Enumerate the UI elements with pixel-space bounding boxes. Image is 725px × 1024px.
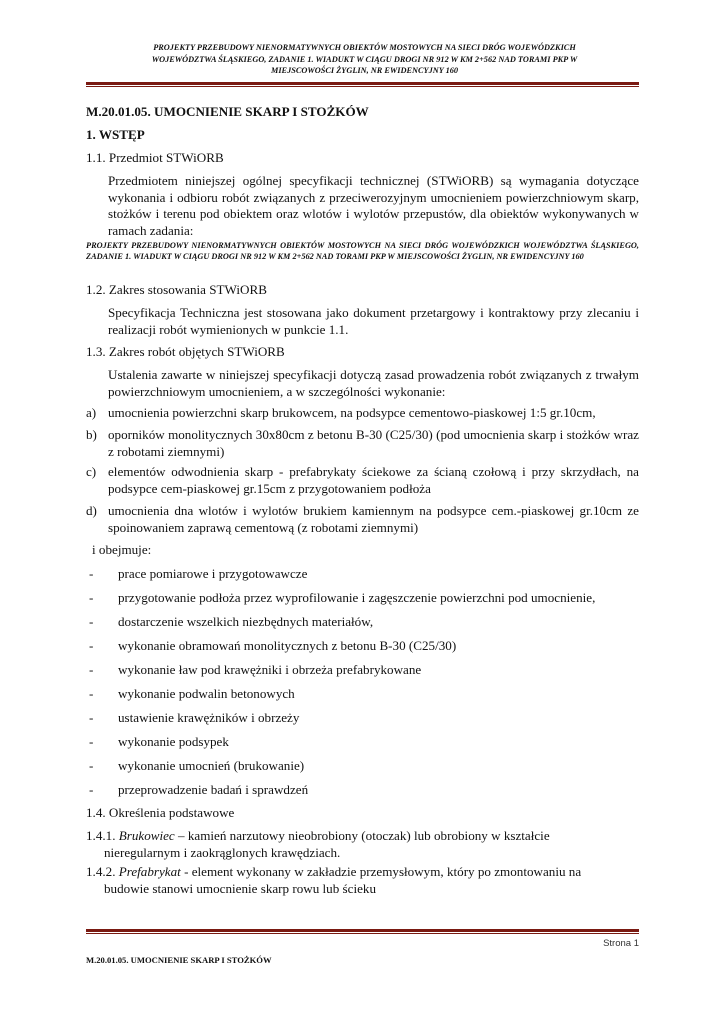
section-1-2-heading: 1.2. Zakres stosowania STWiORB bbox=[86, 282, 267, 297]
dash-item-text: ustawienie krawężników i obrzeży bbox=[118, 710, 300, 725]
dash-item bbox=[86, 662, 639, 679]
dash-item-text: dostarczenie wszelkich niezbędnych materiałów, bbox=[118, 614, 374, 629]
section-1-1-heading: 1.1. Przedmiot STWiORB bbox=[86, 150, 224, 165]
dash-item bbox=[86, 566, 639, 583]
definition-number: 1.4.2. bbox=[86, 864, 116, 879]
header-divider bbox=[86, 82, 639, 85]
dash-marker: - bbox=[89, 734, 94, 749]
page-number: Strona 1 bbox=[603, 938, 639, 949]
list-marker: b) bbox=[86, 427, 97, 442]
dash-marker: - bbox=[89, 758, 94, 773]
footer-title: M.20.01.05. UMOCNIENIE SKARP I STOŻKÓW bbox=[86, 955, 272, 965]
definition-term: Prefabrykat bbox=[118, 864, 181, 879]
dash-item bbox=[86, 590, 639, 607]
section-1-heading: 1. WSTĘP bbox=[86, 127, 145, 142]
dash-item-text: przeprowadzenie badań i sprawdzeń bbox=[118, 782, 309, 797]
dash-item bbox=[86, 734, 639, 751]
dash-item-text: wykonanie podsypek bbox=[118, 734, 229, 749]
list-item-text: elementów odwodnienia skarp - prefabrykaty ściekowe za ścianą czołową i przy skrzydłach, na podsypce cem-piaskowej gr.15cm z przygotowaniem podłoża bbox=[108, 464, 639, 496]
dash-marker: - bbox=[89, 686, 94, 701]
definition-text: - element wykonany w zakładzie przemysłowym, który po zmontowaniu na bbox=[180, 864, 582, 879]
dash-item-text: wykonanie umocnień (brukowanie) bbox=[118, 758, 305, 773]
list-item-a bbox=[86, 405, 639, 422]
section-1-4-heading: 1.4. Określenia podstawowe bbox=[86, 805, 235, 820]
dash-item-text: przygotowanie podłoża przez wyprofilowanie i zagęszczenie powierzchni pod umocnienie, bbox=[118, 590, 596, 605]
definition-term: Brukowiec bbox=[118, 828, 175, 843]
list-item-b bbox=[86, 427, 639, 460]
header-line-3: MIEJSCOWOŚCI ŻYGLIN, NR EWIDENCYJNY 160 bbox=[270, 66, 459, 76]
list-item-text: umocnienia dna wlotów i wylotów brukiem kamiennym na podsypce cem.-piaskowej gr.10cm ze spoinowaniem zaprawą cementową (z robotami ziemnymi) bbox=[108, 503, 639, 535]
list-marker: a) bbox=[86, 405, 97, 420]
dash-item-text: wykonanie ław pod krawężniki i obrzeża prefabrykowane bbox=[118, 662, 422, 677]
section-1-3-heading: 1.3. Zakres robót objętych STWiORB bbox=[86, 344, 285, 359]
dash-item bbox=[86, 686, 639, 703]
dash-item bbox=[86, 782, 639, 799]
list-item-text: oporników monolitycznych 30x80cm z betonu B-30 (C25/30) (pod umocnienia skarp i stożków wraz z robotami ziemnymi) bbox=[108, 427, 639, 459]
definition-text: – kamień narzutowy nieobrobiony (otoczak) lub obrobiony w kształcie bbox=[174, 828, 550, 843]
definition-1-4-2 bbox=[86, 864, 639, 897]
list-marker: d) bbox=[86, 503, 97, 518]
section-1-3-text: Ustalenia zawarte w niniejszej specyfikacji dotyczą zasad prowadzenia robót związanych z trwałym powierzchniowym umocnieniem, a w szczególności wykonanie: bbox=[108, 367, 639, 399]
dash-marker: - bbox=[89, 662, 94, 677]
includes-label: i obejmuje: bbox=[92, 542, 152, 557]
dash-marker: - bbox=[89, 590, 94, 605]
definition-1-4-1 bbox=[86, 828, 639, 861]
section-1-1-text: Przedmiotem niniejszej ogólnej specyfikacji technicznej (STWiORB) są wymagania dotyczące wykonania i odbioru robót związanych z przeciwerozyjnym umocnieniem powierzchniowym skarp, stożków i terenu pod obiektem oraz wlotów i wylotów przepustów, dla obiektów wykonywanych w ramach zadania: bbox=[108, 173, 639, 238]
dash-marker: - bbox=[89, 566, 94, 581]
dash-marker: - bbox=[89, 710, 94, 725]
footer-divider bbox=[86, 929, 639, 932]
list-marker: c) bbox=[86, 464, 97, 479]
list-item-d bbox=[86, 503, 639, 536]
definition-number: 1.4.1. bbox=[86, 828, 116, 843]
dash-item-text: wykonanie podwalin betonowych bbox=[118, 686, 295, 701]
header-line-2: WOJEWÓDZTWA ŚLĄSKIEGO, ZADANIE 1. WIADUKT W CIĄGU DROGI NR 912 W KM 2+562 NAD TORAMI PKP W bbox=[151, 54, 578, 64]
inline-project-header: PROJEKTY PRZEBUDOWY NIENORMATYWNYCH OBIEKTÓW MOSTOWYCH NA SIECI DRÓG WOJEWÓDZKICH WOJEWÓDZTWA ŚLĄSKIEGO, ZADANIE 1. WIADUKT W CIĄGU DROGI NR 912 W KM 2+562 NAD TORAMI PKP W MIEJSCOWOŚCI ŻYGLIN, NR EWIDENCYJNY 160 bbox=[86, 241, 639, 261]
dash-item bbox=[86, 758, 639, 775]
dash-marker: - bbox=[89, 782, 94, 797]
section-1-2-text: Specyfikacja Techniczna jest stosowana jako dokument przetargowy i kontraktowy przy zlecaniu i realizacji robót wymienionych w punkcie 1.1. bbox=[108, 305, 639, 337]
document-title: M.20.01.05. UMOCNIENIE SKARP I STOŻKÓW bbox=[86, 104, 369, 119]
definition-text-continued: budowie stanowi umocnienie skarp rowu lub ścieku bbox=[104, 880, 377, 896]
dash-item bbox=[86, 614, 639, 631]
list-item-c bbox=[86, 464, 639, 497]
definition-text-continued: nieregularnym i zaokrąglonych krawędziach. bbox=[104, 844, 341, 860]
page-header bbox=[92, 42, 637, 77]
dash-marker: - bbox=[89, 638, 94, 653]
header-line-1: PROJEKTY PRZEBUDOWY NIENORMATYWNYCH OBIEKTÓW MOSTOWYCH NA SIECI DRÓG WOJEWÓDZKICH bbox=[153, 43, 576, 52]
dash-item bbox=[86, 638, 639, 655]
dash-item bbox=[86, 710, 639, 727]
dash-marker: - bbox=[89, 614, 94, 629]
dash-item-text: wykonanie obramowań monolitycznych z betonu B-30 (C25/30) bbox=[118, 638, 457, 653]
list-item-text: umocnienia powierzchni skarp brukowcem, na podsypce cementowo-piaskowej 1:5 gr.10cm, bbox=[108, 405, 596, 420]
dash-item-text: prace pomiarowe i przygotowawcze bbox=[118, 566, 308, 581]
